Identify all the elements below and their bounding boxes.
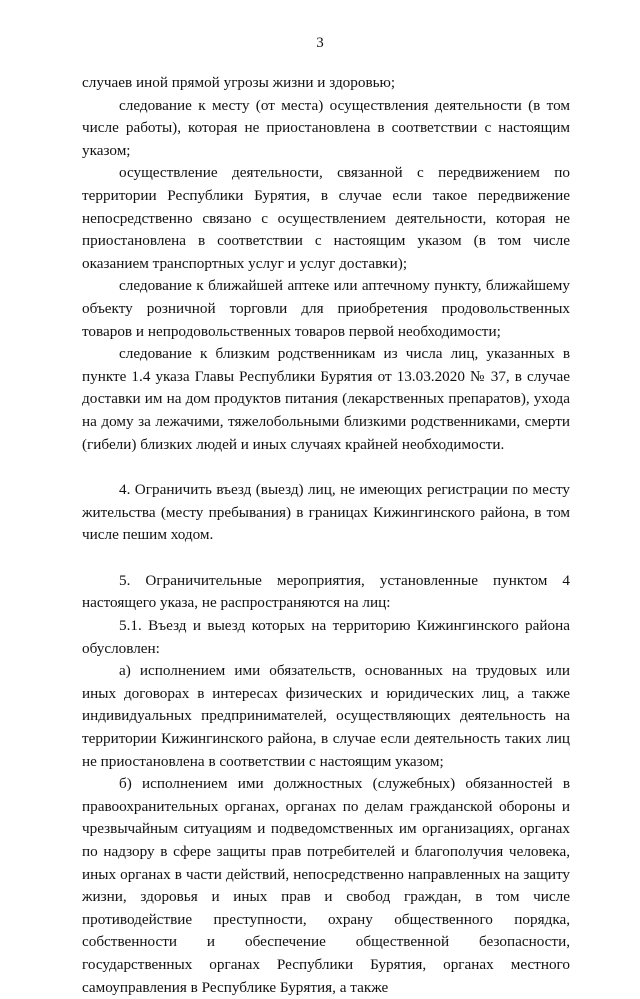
paragraph-item-4: 4. Ограничить въезд (выезд) лиц, не имеющих регистрации по месту жительства (месту пребывания) в границах Кижингинского района, в том числе пешим ходом. <box>82 481 570 544</box>
paragraph-item-5: 5. Ограничительные мероприятия, установленные пунктом 4 настоящего указа, не распространяются на лиц: <box>82 571 570 612</box>
paragraph-subitem-a: а) исполнением ими обязательств, основанных на трудовых или иных договорах в интересах физических и юридических лиц, а также индивидуальных предпринимателей, осуществляющих деятельность на территории Кижингинского района, в случае если деятельность таких лиц не приостановлена в соответствии с настоящим указом; <box>82 662 570 770</box>
paragraph: следование к близким родственникам из числа лиц, указанных в пункте 1.4 указа Главы Республики Бурятия от 13.03.2020 № 37, в случае доставки им на дом продуктов питания (лекарственных препаратов), ухода на дому за лежачими, тяжелобольными близкими родственниками, смерти (гибели) близких людей и иных случаях крайней необходимости. <box>82 345 570 453</box>
document-body <box>82 72 570 999</box>
paragraph-subitem-b: б) исполнением ими должностных (служебных) обязанностей в правоохранительных органах, органах по делам гражданской обороны и чрезвычайным ситуациям и подведомственных им организациях, органах по надзору в сфере защиты прав потребителей и благополучия человека, иных органах в части действий, непосредственно направленных на защиту жизни, здоровья и иных прав и свобод граждан, в том числе противодействие преступности, охрану общественного порядка, собственности и обеспечение общественной безопасности, государственных органах Республики Бурятия, органах местного самоуправления в Республике Бурятия, а также <box>82 775 570 996</box>
paragraph: следование к месту (от места) осуществления деятельности (в том числе работы), которая не приостановлена в соответствии с настоящим указом; <box>82 96 570 159</box>
paragraph: следование к ближайшей аптеке или аптечному пункту, ближайшему объекту розничной торговли для приобретения продовольственных товаров и непродовольственных товаров первой необходимости; <box>82 277 570 340</box>
paragraph-item-5-1: 5.1. Въезд и выезд которых на территорию Кижингинского района обусловлен: <box>82 617 570 657</box>
paragraph: осуществление деятельности, связанной с передвижением по территории Республики Бурятия, в случае если такое передвижение непосредственно связано с осуществлением деятельности, которая не приостановлена в соответствии с настоящим указом (в том числе оказанием транспортных услуг и услуг доставки); <box>82 164 570 272</box>
paragraph: случаев иной прямой угрозы жизни и здоровью; <box>82 74 396 91</box>
page-number: 3 <box>316 35 324 51</box>
